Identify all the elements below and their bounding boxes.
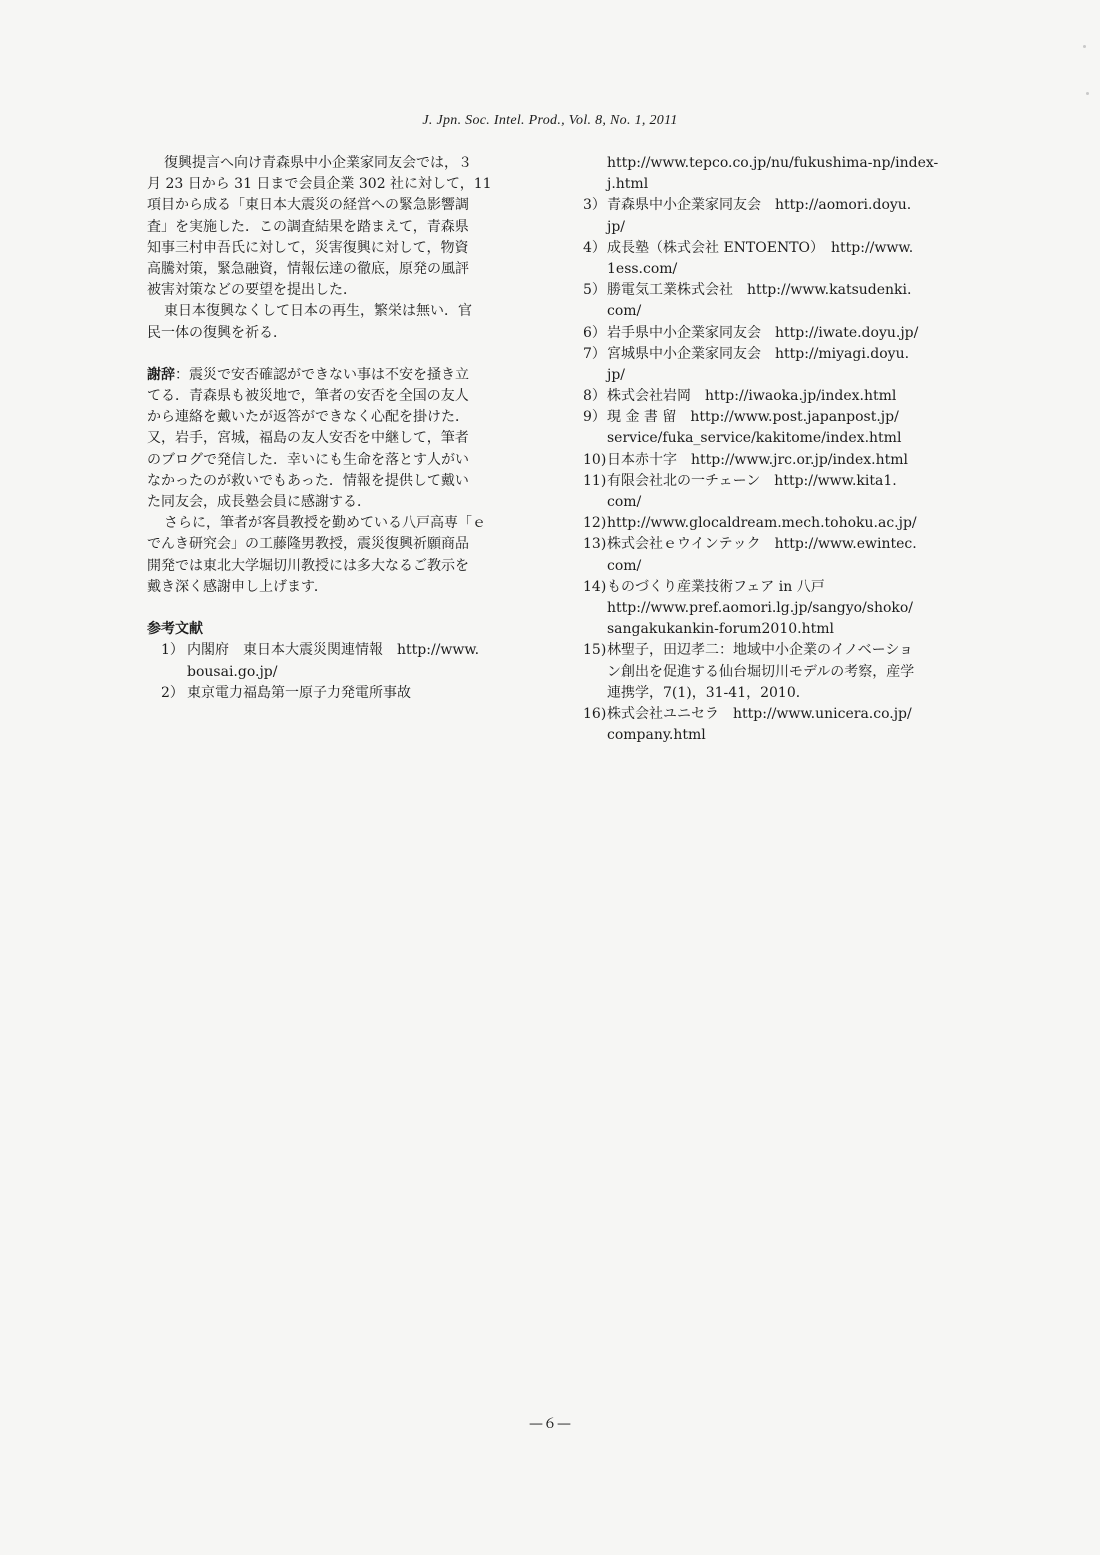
reference-text: 岩手県中小企業家同友会 http://iwate.doyu.jp/ bbox=[607, 324, 919, 341]
reference-line bbox=[583, 301, 953, 322]
reference-number bbox=[147, 662, 187, 683]
reference-item bbox=[583, 534, 953, 576]
reference-line bbox=[583, 217, 953, 238]
reference-text: sangakukankin-forum2010.html bbox=[607, 621, 834, 638]
reference-text: ン創出を促進する仙台堀切川モデルの考察，産学 bbox=[607, 663, 915, 680]
reference-item bbox=[583, 450, 953, 471]
text-line: 戴き深く感謝申し上げます． bbox=[147, 578, 328, 595]
reference-text: 1ess.com/ bbox=[607, 260, 678, 277]
text-line: なかったのが救いでもあった．情報を提供して戴い bbox=[147, 472, 469, 489]
reference-text: 東京電力福島第一原子力発電所事故 bbox=[187, 684, 411, 701]
reference-text: 宮城県中小企業家同友会 http://miyagi.doyu. bbox=[607, 345, 910, 362]
reference-item bbox=[583, 577, 953, 641]
scan-speck bbox=[1086, 92, 1089, 95]
reference-item bbox=[583, 407, 953, 449]
text-line: から連絡を戴いたが返答ができなく心配を掛けた． bbox=[147, 409, 469, 426]
reference-number: 13) bbox=[583, 536, 607, 553]
reference-text: 日本赤十字 http://www.jrc.or.jp/index.html bbox=[607, 451, 908, 468]
reference-line bbox=[147, 662, 530, 683]
paragraph-special-thanks bbox=[147, 513, 530, 598]
reference-number: 14) bbox=[583, 578, 607, 595]
reference-item bbox=[583, 704, 953, 746]
text-line: 東日本復興なくして日本の再生，繁栄は無い．官 bbox=[164, 303, 472, 320]
reference-text: service/fuka_service/kakitome/index.html bbox=[607, 430, 902, 447]
reference-line bbox=[583, 513, 953, 534]
reference-line bbox=[583, 725, 953, 746]
text-line: 知事三村申吾氏に対して，災害復興に対して，物資 bbox=[147, 239, 469, 256]
reference-text: company.html bbox=[607, 727, 706, 744]
reference-text: http://www.glocaldream.mech.tohoku.ac.jp/ bbox=[607, 515, 917, 532]
right-column bbox=[583, 153, 953, 746]
reference-item bbox=[583, 238, 953, 280]
reference-line bbox=[583, 153, 953, 174]
reference-line bbox=[583, 238, 953, 259]
paragraph-recovery-proposal bbox=[147, 153, 530, 301]
references-list-left bbox=[147, 640, 530, 704]
reference-number: 2） bbox=[161, 684, 184, 701]
reference-number: 16) bbox=[583, 705, 607, 722]
reference-text: 成長塾（株式会社 ENTOENTO） http://www. bbox=[607, 239, 914, 256]
reference-number: 15) bbox=[583, 642, 607, 659]
reference-line bbox=[583, 704, 953, 725]
reference-number bbox=[583, 153, 607, 174]
reference-text: 青森県中小企業家同友会 http://aomori.doyu. bbox=[607, 197, 912, 214]
reference-text: 連携学，7(1)，31-41，2010． bbox=[607, 684, 810, 701]
reference-line bbox=[583, 662, 953, 683]
reference-number: 5） bbox=[583, 282, 606, 299]
paragraph-reconstruction-prayer bbox=[147, 301, 530, 343]
text-line: 開発では東北大学堀切川教授には多大なるご教示を bbox=[147, 557, 469, 574]
reference-text: 林聖子，田辺孝二：地域中小企業のイノベーショ bbox=[607, 642, 914, 659]
text-line: でんき研究会」の工藤隆男教授，震災復興祈願商品 bbox=[147, 536, 469, 553]
reference-item bbox=[583, 344, 953, 386]
reference-text: jp/ bbox=[607, 366, 626, 383]
reference-line bbox=[583, 577, 953, 598]
reference-number: 12) bbox=[583, 515, 607, 532]
page-number: —６— bbox=[529, 1416, 571, 1432]
reference-number bbox=[583, 556, 607, 577]
reference-number: 3） bbox=[583, 197, 606, 214]
reference-number bbox=[583, 174, 607, 195]
reference-number bbox=[583, 725, 607, 746]
text-line: 査」を実施した．この調査結果を踏まえて，青森県 bbox=[147, 218, 469, 235]
reference-line bbox=[583, 683, 953, 704]
reference-item bbox=[583, 640, 953, 704]
text-line: 項目から成る「東日本大震災の経営への緊急影響調 bbox=[147, 197, 469, 214]
reference-number bbox=[583, 259, 607, 280]
reference-number: 11) bbox=[583, 472, 607, 489]
reference-number: 9） bbox=[583, 409, 606, 426]
journal-header: J. Jpn. Soc. Intel. Prod., Vol. 8, No. 1, 2011 bbox=[422, 113, 678, 128]
reference-text: http://www.tepco.co.jp/nu/fukushima-np/index- bbox=[607, 155, 939, 171]
reference-line bbox=[583, 365, 953, 386]
reference-text: 内閣府 東日本大震災関連情報 http://www. bbox=[187, 642, 480, 659]
reference-number: 8） bbox=[583, 388, 606, 405]
reference-number: 4） bbox=[583, 239, 606, 256]
reference-line bbox=[583, 195, 953, 216]
acknowledgments-text: ：震災で安否確認ができない事は不安を掻き立 bbox=[175, 366, 469, 383]
reference-item bbox=[583, 153, 953, 195]
reference-number: 6） bbox=[583, 324, 606, 341]
text-line: てる．青森県も被災地で，筆者の安否を全国の友人 bbox=[147, 388, 469, 405]
reference-text: j.html bbox=[607, 176, 649, 193]
reference-number bbox=[583, 598, 607, 619]
reference-line bbox=[583, 598, 953, 619]
reference-number: 7） bbox=[583, 345, 606, 362]
text-line: さらに，筆者が客員教授を勤めている八戸高専「ｅ bbox=[164, 515, 486, 532]
text-line: 被害対策などの要望を提出した． bbox=[147, 282, 357, 299]
reference-number bbox=[583, 492, 607, 513]
left-column bbox=[147, 153, 530, 704]
reference-line bbox=[583, 471, 953, 492]
reference-line bbox=[583, 450, 953, 471]
text-line: た同友会，成長塾会員に感謝する． bbox=[147, 494, 371, 510]
reference-line bbox=[583, 386, 953, 407]
reference-text: jp/ bbox=[607, 218, 626, 235]
references-heading: 参考文献 bbox=[147, 621, 203, 638]
reference-item bbox=[583, 323, 953, 344]
reference-number bbox=[583, 217, 607, 238]
text-line: 又，岩手，宮城，福島の友人安否を中継して，筆者 bbox=[147, 430, 469, 447]
reference-text: 有限会社北の一チェーン http://www.kita1. bbox=[607, 472, 897, 489]
reference-line bbox=[583, 344, 953, 365]
reference-text: 現 金 書 留 http://www.post.japanpost.jp/ bbox=[607, 409, 899, 426]
reference-number: 10) bbox=[583, 451, 607, 468]
reference-number bbox=[583, 365, 607, 386]
reference-line bbox=[583, 174, 953, 195]
reference-line bbox=[583, 619, 953, 640]
reference-number bbox=[583, 428, 607, 449]
reference-line bbox=[583, 534, 953, 555]
text-line: のブログで発信した．幸いにも生命を落とす人がい bbox=[147, 451, 469, 468]
reference-text: com/ bbox=[607, 494, 642, 510]
reference-line bbox=[583, 407, 953, 428]
references-list-right bbox=[583, 153, 953, 746]
reference-text: 株式会社ユニセラ http://www.unicera.co.jp/ bbox=[607, 705, 912, 722]
reference-item bbox=[583, 386, 953, 407]
reference-line bbox=[147, 683, 530, 704]
reference-text: com/ bbox=[607, 557, 642, 574]
text-line: 月 23 日から 31 日まで会員企業 302 社に対して，11 bbox=[147, 176, 492, 193]
reference-number bbox=[583, 683, 607, 704]
text-line bbox=[147, 365, 530, 386]
reference-line bbox=[147, 640, 530, 661]
reference-line bbox=[583, 640, 953, 661]
reference-item bbox=[583, 471, 953, 513]
reference-item bbox=[583, 195, 953, 237]
reference-line bbox=[583, 556, 953, 577]
reference-text: com/ bbox=[607, 303, 642, 320]
reference-text: http://www.pref.aomori.lg.jp/sangyo/shoko/ bbox=[607, 599, 914, 616]
reference-number bbox=[583, 662, 607, 683]
acknowledgments-section bbox=[147, 365, 530, 513]
reference-text: 株式会社岩岡 http://iwaoka.jp/index.html bbox=[607, 388, 897, 405]
text-line: 復興提言へ向け青森県中小企業家同友会では，３ bbox=[164, 155, 472, 171]
reference-text: ものづくり産業技術フェア in 八戸 bbox=[607, 578, 825, 595]
reference-line bbox=[583, 428, 953, 449]
reference-text: bousai.go.jp/ bbox=[187, 663, 278, 680]
reference-item bbox=[147, 683, 530, 704]
text-line: 民一体の復興を祈る． bbox=[147, 324, 287, 341]
reference-line bbox=[583, 492, 953, 513]
reference-text: 勝電気工業株式会社 http://www.katsudenki. bbox=[607, 282, 912, 299]
reference-line bbox=[583, 323, 953, 344]
reference-number bbox=[583, 619, 607, 640]
reference-number bbox=[583, 301, 607, 322]
reference-item bbox=[583, 513, 953, 534]
reference-line bbox=[583, 259, 953, 280]
reference-line bbox=[583, 280, 953, 301]
reference-item bbox=[147, 640, 530, 682]
text-line: 高騰対策，緊急融資，情報伝達の徹底，原発の風評 bbox=[147, 260, 469, 277]
scan-speck bbox=[1083, 45, 1086, 48]
reference-item bbox=[583, 280, 953, 322]
reference-number: 1） bbox=[161, 642, 184, 659]
reference-text: 株式会社ｅウインテック http://www.ewintec. bbox=[607, 536, 917, 553]
acknowledgments-label: 謝辞 bbox=[147, 366, 175, 383]
